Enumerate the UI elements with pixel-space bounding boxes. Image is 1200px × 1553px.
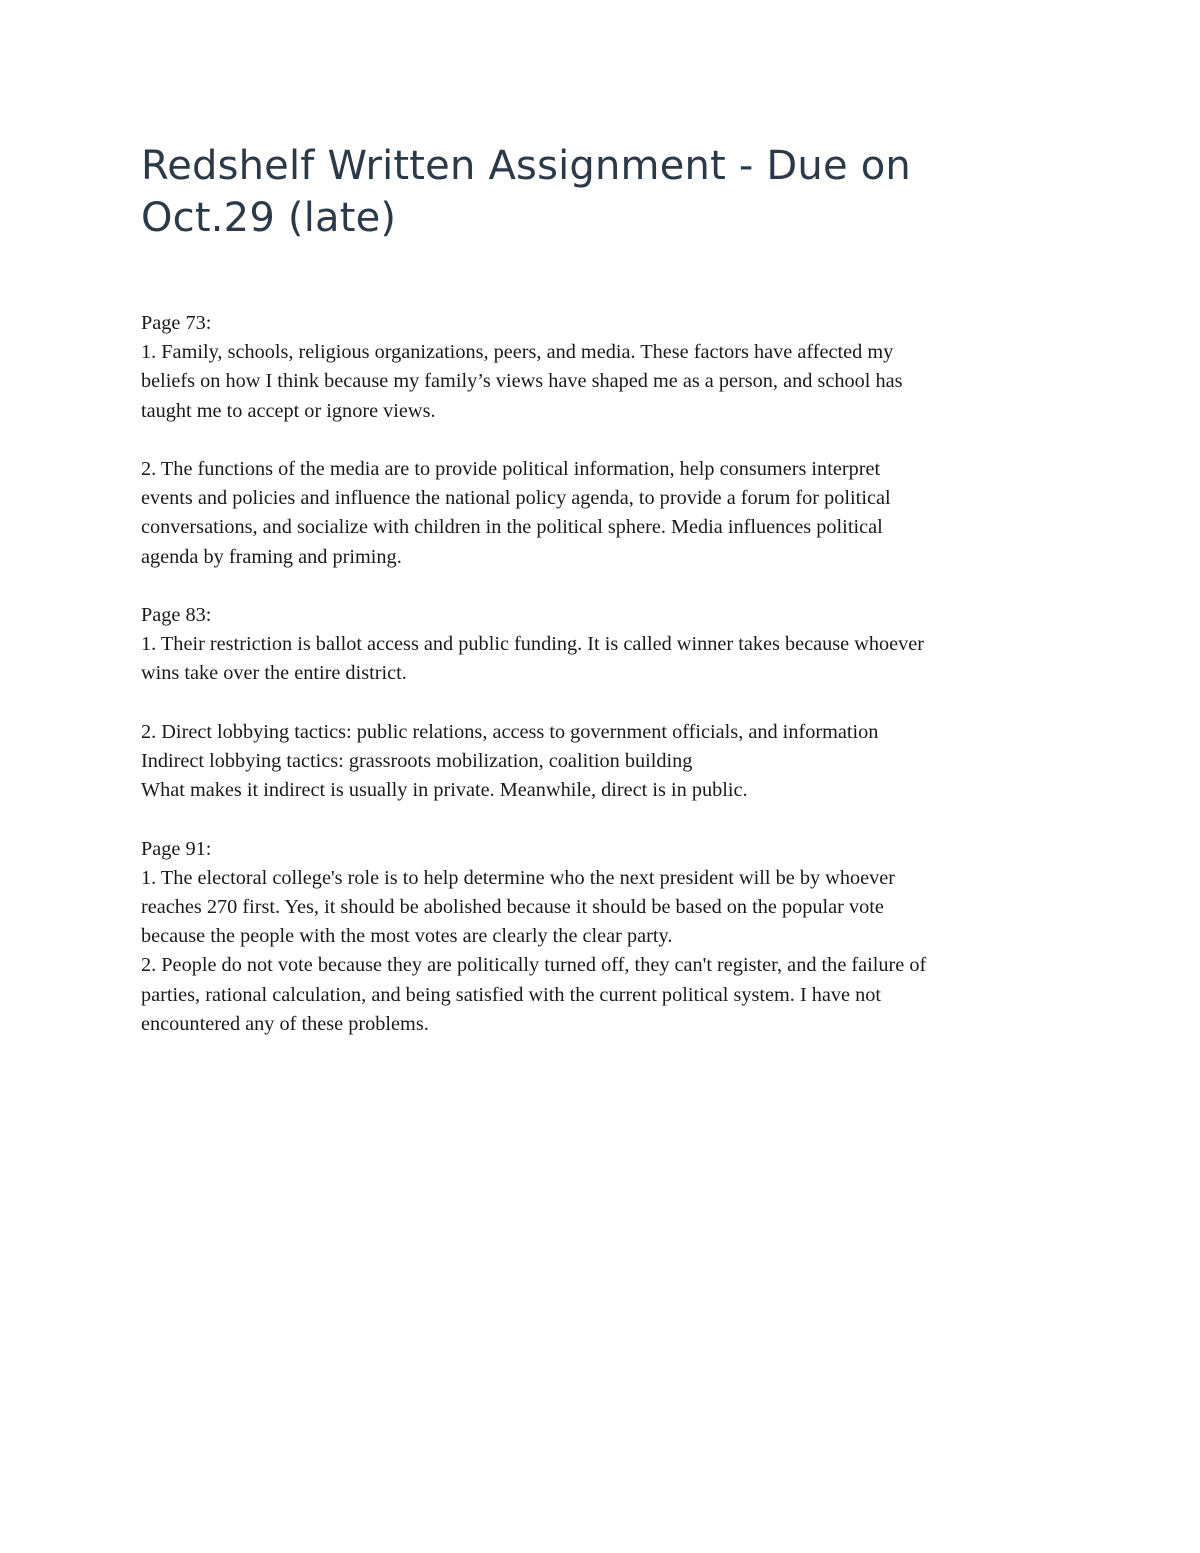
title-line-1: Redshelf Written Assignment - Due on <box>141 143 911 189</box>
section-heading: Page 83: <box>141 604 212 626</box>
answer-line: wins take over the entire district. <box>141 662 407 685</box>
answer-line: 2. Direct lobbying tactics: public relations, access to government officials, and information <box>141 720 879 743</box>
answer-line: events and policies and influence the national policy agenda, to provide a forum for political <box>141 487 891 510</box>
answer-line: encountered any of these problems. <box>141 1012 429 1035</box>
answer-line: 2. People do not vote because they are politically turned off, they can't register, and the failure of <box>141 954 927 977</box>
paragraph-spacer <box>141 689 1071 718</box>
answer-paragraph <box>141 718 1071 806</box>
answer-line: 1. The electoral college's role is to help determine who the next president will be by whoever <box>141 866 896 889</box>
answer-line: because the people with the most votes are clearly the clear party. <box>141 925 673 948</box>
paragraph-spacer <box>141 426 1071 455</box>
answer-paragraph <box>141 864 1071 1039</box>
answer-paragraph <box>141 630 1071 688</box>
answer-paragraph <box>141 338 1071 426</box>
answer-line: reaches 270 first. Yes, it should be abolished because it should be based on the popular vote <box>141 896 884 918</box>
answer-line: 1. Their restriction is ballot access and public funding. It is called winner takes because whoever <box>141 633 925 656</box>
document-body <box>141 309 1071 1039</box>
paragraph-spacer <box>141 572 1071 601</box>
title-line-2: Oct.29 (late) <box>141 195 397 241</box>
answer-paragraph <box>141 455 1071 572</box>
section-heading: Page 73: <box>141 312 212 334</box>
answer-line: agenda by framing and priming. <box>141 545 402 568</box>
paragraph-spacer <box>141 805 1071 834</box>
section-page-91 <box>141 835 1071 1039</box>
section-page-83 <box>141 601 1071 805</box>
answer-line: taught me to accept or ignore views. <box>141 399 436 422</box>
answer-line: parties, rational calculation, and being satisfied with the current political system. I have not <box>141 983 882 1006</box>
document-title <box>141 140 1061 244</box>
section-heading: Page 91: <box>141 837 212 860</box>
answer-line: What makes it indirect is usually in private. Meanwhile, direct is in public. <box>141 779 748 802</box>
answer-line: beliefs on how I think because my family’s views have shaped me as a person, and school has <box>141 370 903 393</box>
answer-line: conversations, and socialize with children in the political sphere. Media influences political <box>141 516 883 539</box>
answer-line: Indirect lobbying tactics: grassroots mobilization, coalition building <box>141 750 693 772</box>
answer-line: 1. Family, schools, religious organizations, peers, and media. These factors have affected my <box>141 341 894 364</box>
section-page-73 <box>141 309 1071 572</box>
answer-line: 2. The functions of the media are to provide political information, help consumers interpret <box>141 458 881 480</box>
